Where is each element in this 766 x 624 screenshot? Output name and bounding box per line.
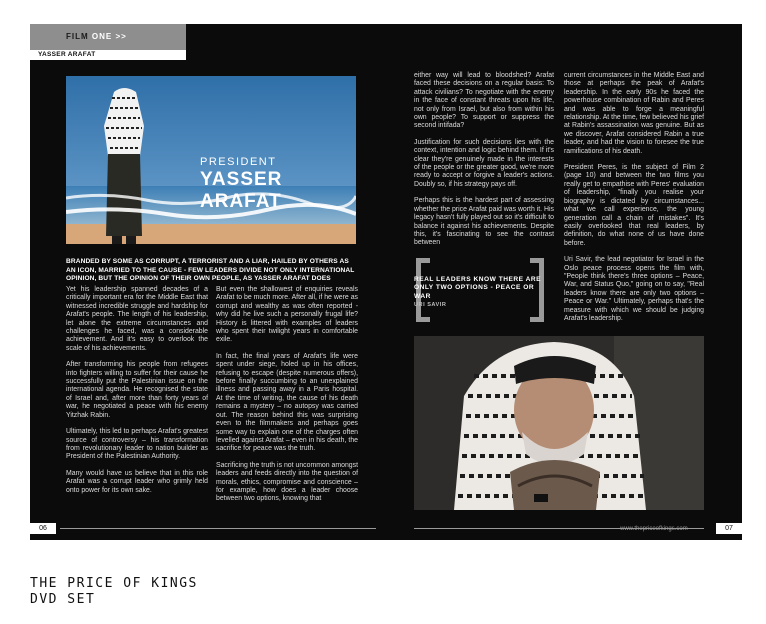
section-number: ONE >>: [91, 32, 127, 41]
hero-title: [200, 156, 356, 213]
text-column-3: [414, 72, 554, 256]
text-column-1: [66, 286, 208, 503]
paragraph: either way will lead to bloodshed? Arafat faced these decisions on a regular basis: To attack civilians? To negotiate with the enemy in the face of constant threats upon his life, not only from Israel, but also from within his own people? To support or suppress the second intifada?: [414, 72, 554, 130]
paragraph: President Peres, is the subject of Film 2 (page 10) and between the two films you really get to empathise with Peres' evaluation of leadership, "finally you realise your biography is dictated by circumstances... what we call experience, the young generation call a chain of mistakes". It's easily overlooked that real leaders, by definition, do what none of us have done before.: [564, 164, 704, 247]
paragraph: Justification for such decisions lies with the context, intention and logic behind them. If it's clear they're genuinely made in the interests of the people or the greater good, we're more ready to accept or forgive a leader's actions. Doubly so, if his strategy pays off.: [414, 138, 554, 188]
paragraph: current circumstances in the Middle East and those at perhaps the peak of Arafat's leadership. In the early 90s he faced the powerhouse combination of Rabin and Peres and was able to forge a meaningful relationship. At the time, few believed his grief at Rabin's assassination was genuine. But as we discover, Arafat considered Rabin a true leader, and had the vision to foresee the true ramifications of his death.: [564, 72, 704, 155]
pull-quote: [404, 258, 550, 324]
pull-quote-text: REAL LEADERS KNOW THERE ARE ONLY TWO OPTIONS - PEACE OR WAR: [414, 276, 542, 300]
page-number-right: 07: [716, 523, 742, 534]
paragraph: Yet his leadership spanned decades of a critically important era for the Middle East that witnessed incredible struggle and hardship for Arafat's people. The length of his leadership, let alone the extreme circumstances and challenges he faced, was a considerable achievement. And it's easy to overlook the scale of his achievements.: [66, 286, 208, 352]
section-tab: [30, 24, 186, 50]
arafat-portrait-photo: [414, 336, 704, 510]
text-column-4: [564, 72, 704, 331]
hero-title-name: YASSER ARAFAT: [200, 169, 283, 212]
text-column-2: [216, 286, 358, 512]
paragraph: Perhaps this is the hardest part of assessing whether the price Arafat paid was worth it. His legacy hasn't fully played out so it's difficult to balance it against his achievements. Despite this, it's fascinating to see the contrast between: [414, 197, 554, 247]
paragraph: But even the shallowest of enquiries reveals Arafat to be much more. After all, if he were as corrupt and wealthy as was often reported - why did he live such a personally frugal life? History is littered with examples of leaders who spent their twilight years in comfortable exile.: [216, 286, 358, 344]
paragraph: In fact, the final years of Arafat's life were spent under siege, holed up in his offices, refusing to escape (despite numerous offers), before finally succumbing to an unexplained illness and passing away in a Paris hospital. At the time of writing, the cause of his death remains a mystery – no autopsy was carried out. The reason behind this was surprising even to the filmmakers and perhaps goes some way to explain one of the charges often levelled against Arafat – even in his death, the sacrifice for peace was the truth.: [216, 352, 358, 453]
pull-quote-attribution: URI SAVIR: [414, 302, 447, 308]
caption-title: THE PRICE OF KINGS: [30, 576, 198, 591]
hero-title-pre: PRESIDENT: [200, 156, 277, 168]
product-caption: [30, 576, 198, 608]
lead-paragraph: BRANDED BY SOME AS CORRUPT, A TERRORIST AND A LIAR, HAILED BY OTHERS AS AN ICON, MARRIED TO THE CAUSE - FEW LEADERS DIVIDE NOT ONLY INTERNATIONAL OPINION, BUT THE OPINION OF THEIR OWN PEOPLE, AS YASSER ARAFAT DOES: [66, 258, 355, 283]
hero-image: [66, 76, 356, 244]
subject-label: YASSER ARAFAT: [30, 50, 186, 60]
portrait-image: [414, 336, 704, 510]
paragraph: After transforming his people from refugees into fighters willing to suffer for their cause he successfully put the Palestinian issue on the international agenda. He recognised the state of Israel and, after more than forty years of war, he negotiated a peace with his enemy Yitzhak Rabin.: [66, 361, 208, 419]
section-label: FILM: [66, 32, 89, 41]
caption-subtitle: DVD SET: [30, 592, 96, 607]
website-link[interactable]: www.thepriceofkings.com: [620, 526, 688, 532]
magazine-spread: [30, 24, 742, 540]
paragraph: Uri Savir, the lead negotiator for Israel in the Oslo peace process opens the film with, "People think there's three options – Peace, War, and Status Quo," going on to say, "Real leaders know there are only two options – Peace or War." Ultimately, perhaps that's the measure with which we should be judging Arafat's leadership.: [564, 256, 704, 322]
paragraph: Sacrificing the truth is not uncommon amongst leaders and feeds directly into the question of morals, ethics, compromise and conscience – for example, how does a leader choose between two options, knowing that: [216, 461, 358, 503]
footer-rule-left: [60, 528, 376, 529]
paragraph: Many would have us believe that in this role Arafat was a corrupt leader who grimly held onto power for its own sake.: [66, 469, 208, 494]
page-number-left: 06: [30, 523, 56, 534]
paragraph: Ultimately, this led to perhaps Arafat's greatest source of controversy – his transformation from revolutionary leader to nation builder as President of the Palestinian Authority.: [66, 428, 208, 461]
